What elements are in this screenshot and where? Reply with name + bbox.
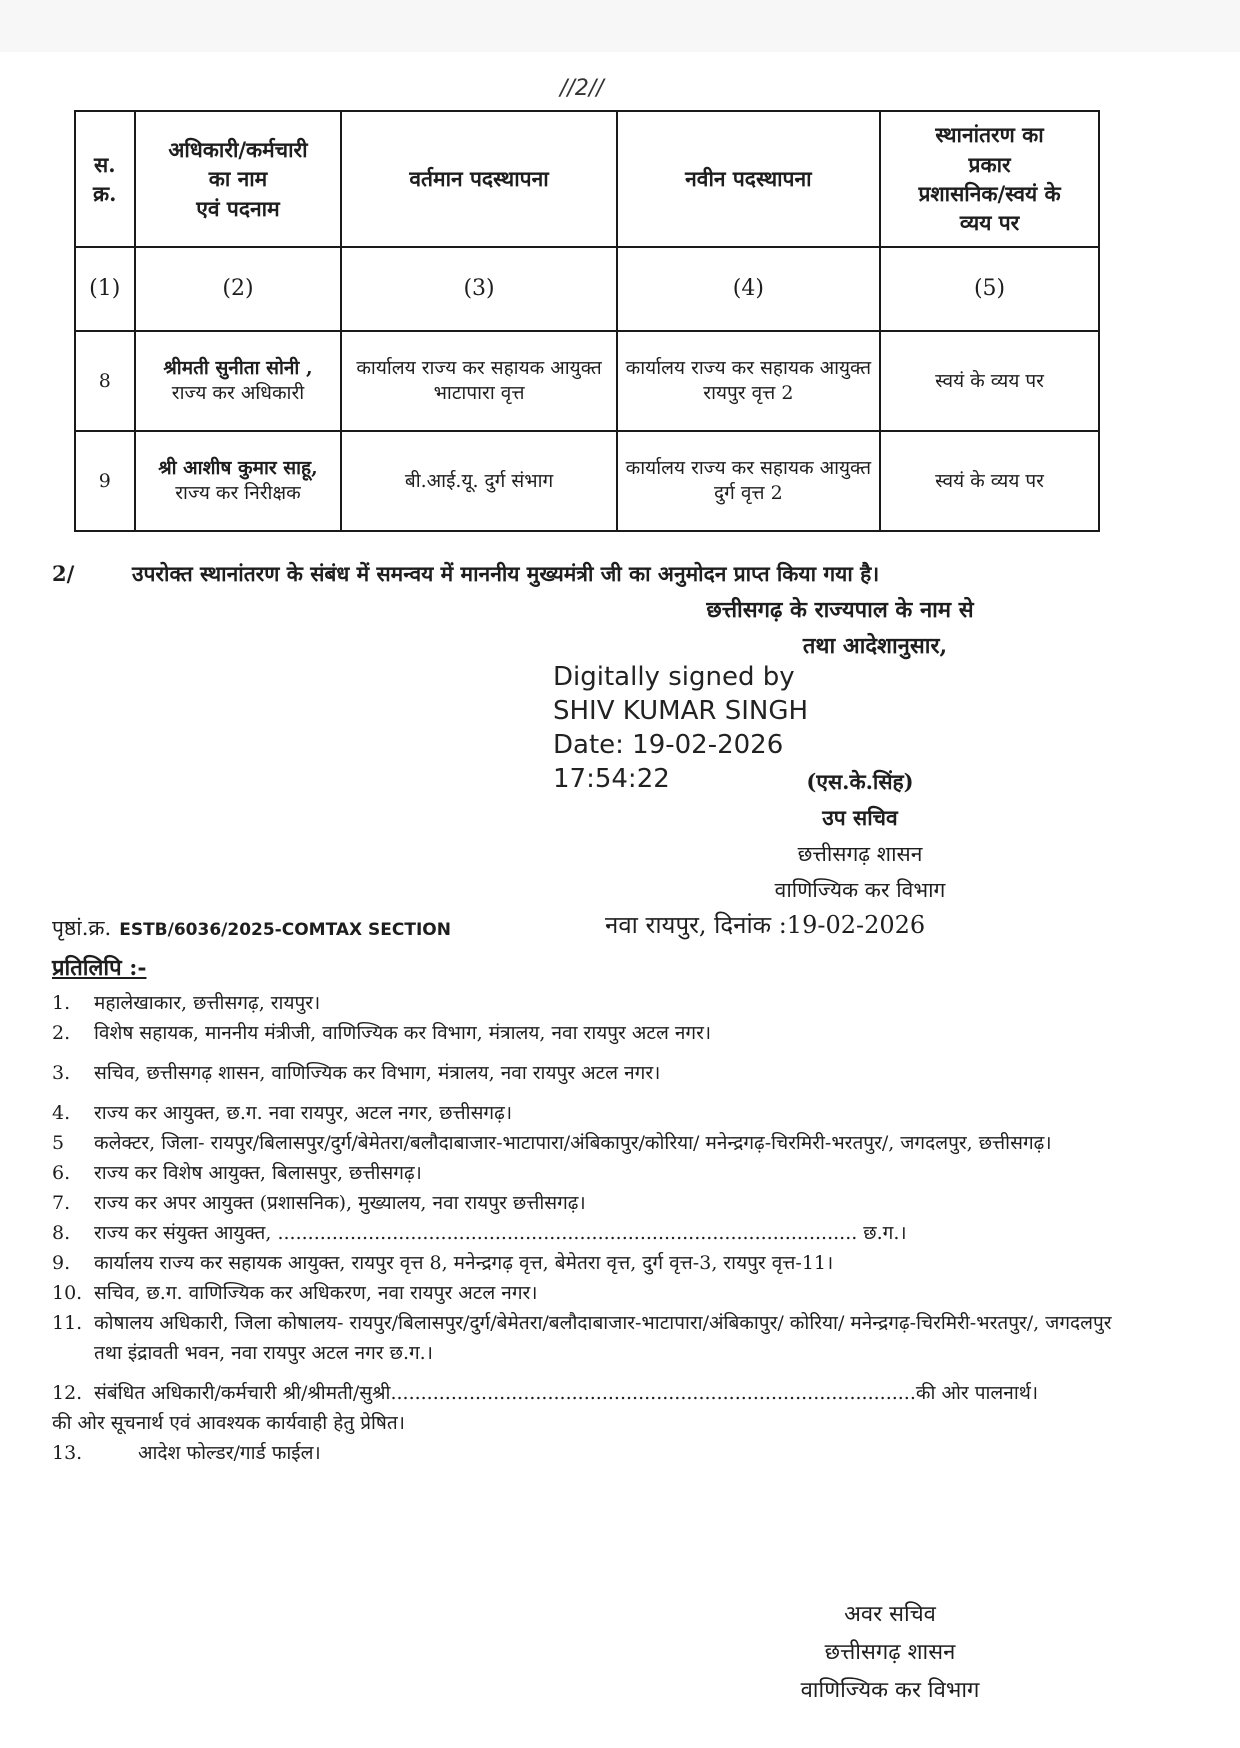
list-item: 2. विशेष सहायक, माननीय मंत्रीजी, वाणिज्यिक कर विभाग, मंत्रालय, नवा रायपुर अटल नगर।	[52, 1022, 712, 1044]
transfer-table	[74, 110, 1100, 532]
row-transfer-type: स्वयं के व्यय पर	[880, 331, 1099, 431]
under-secretary-department: वाणिज्यिक कर विभाग	[800, 1678, 980, 1703]
list-item: 11. कोषालय अधिकारी, जिला कोषालय- रायपुर/बिलासपुर/दुर्ग/बेमेतरा/बलौदाबाजार-भाटापारा/अंबिकापुर/ कोरिया/ मनेन्द्रगढ़-चिरमिरी-भरतपुर/, जगदलपुर तथा इंद्रावती भवन, नवा रायपुर अटल नगर छ.ग.।	[52, 1312, 1112, 1364]
dsig-label: Digitally signed by	[553, 662, 795, 692]
signatory-government: छत्तीसगढ़ शासन	[797, 842, 923, 866]
row-current-posting: बी.आई.यू. दुर्ग संभाग	[341, 431, 616, 531]
endorsement-code: ESTB/6036/2025-COMTAX SECTION	[119, 920, 451, 940]
governor-order-line2: तथा आदेशानुसार,	[802, 633, 948, 659]
governor-order-line1: छत्तीसगढ़ के राज्यपाल के नाम से	[706, 597, 974, 623]
list-item: 6. राज्य कर विशेष आयुक्त, बिलासपुर, छत्तीसगढ़।	[52, 1162, 422, 1184]
employee-designation: राज्य कर निरीक्षक	[175, 482, 301, 504]
table-header-row	[75, 111, 1099, 247]
dsig-time: 17:54:22	[553, 764, 670, 794]
list-item: 5 कलेक्टर, जिला- रायपुर/बिलासपुर/दुर्ग/बेमेतरा/बलौदाबाजार-भाटापारा/अंबिकापुर/कोरिया/ मनेन्द्रगढ़-चिरमिरी-भरतपुर/, जगदलपुर, छत्तीसगढ़।	[52, 1132, 1052, 1154]
dsig-signer: SHIV KUMAR SINGH	[553, 696, 809, 726]
employee-designation: राज्य कर अधिकारी	[171, 382, 305, 404]
copy-to-heading: प्रतिलिपि :-	[52, 955, 147, 981]
copy-to-list	[52, 988, 1122, 1468]
page-number: //2//	[560, 76, 604, 101]
row-serial: 9	[75, 431, 135, 531]
list-item: 7. राज्य कर अपर आयुक्त (प्रशासनिक), मुख्यालय, नवा रायपुर छत्तीसगढ़।	[52, 1192, 586, 1214]
row-employee	[135, 431, 342, 531]
employee-name: श्रीमती सुनीता सोनी ,	[163, 357, 313, 380]
column-number-row	[75, 247, 1099, 331]
header-new-posting: नवीन पदस्थापना	[617, 111, 880, 247]
under-secretary-block	[760, 1596, 1020, 1710]
row-serial: 8	[75, 331, 135, 431]
signatory-designation: उप सचिव	[822, 805, 898, 830]
list-item: 13. आदेश फोल्डर/गार्ड फाईल।	[52, 1442, 321, 1464]
header-serial: स. क्र.	[75, 111, 135, 247]
list-item: 12. संबंधित अधिकारी/कर्मचारी श्री/श्रीमती/सुश्री.......................................................................................की ओर पालनार्थ।	[52, 1382, 1039, 1404]
dsig-date: Date: 19-02-2026	[553, 730, 784, 760]
employee-name: श्री आशीष कुमार साहू,	[158, 457, 318, 480]
governor-order	[660, 594, 1020, 666]
col-num-1: (1)	[75, 247, 135, 331]
paragraph-2	[52, 560, 879, 588]
row-transfer-type: स्वयं के व्यय पर	[880, 431, 1099, 531]
list-item: 3. सचिव, छत्तीसगढ़ शासन, वाणिज्यिक कर विभाग, मंत्रालय, नवा रायपुर अटल नगर।	[52, 1062, 661, 1084]
under-secretary-designation: अवर सचिव	[844, 1602, 936, 1627]
place-date: नवा रायपुर, दिनांक :19-02-2026	[605, 911, 926, 939]
paragraph-number: 2/	[52, 561, 75, 586]
row-new-posting: कार्यालय राज्य कर सहायक आयुक्त रायपुर वृत्त 2	[617, 331, 880, 431]
list-item: 1. महालेखाकार, छत्तीसगढ़, रायपुर।	[52, 992, 321, 1014]
col-num-3: (3)	[341, 247, 616, 331]
col-num-4: (4)	[617, 247, 880, 331]
viewer-top-bar	[0, 0, 1240, 52]
signatory-name: (एस.के.सिंह)	[806, 769, 914, 794]
paragraph-text: उपरोक्त स्थानांतरण के संबंध में समन्वय में माननीय मुख्यमंत्री जी का अनुमोदन प्राप्त किया गया है।	[132, 561, 880, 586]
header-name-designation: अधिकारी/कर्मचारी का नाम एवं पदनाम	[135, 111, 342, 247]
forwarding-note: की ओर सूचनार्थ एवं आवश्यक कार्यवाही हेतु प्रेषित।	[52, 1412, 405, 1434]
list-item: 9. कार्यालय राज्य कर सहायक आयुक्त, रायपुर वृत्त 8, मनेन्द्रगढ़ वृत्त, बेमेतरा वृत्त, दुर्ग वृत्त-3, रायपुर वृत्त-11।	[52, 1252, 834, 1274]
table-row	[75, 431, 1099, 531]
col-num-2: (2)	[135, 247, 342, 331]
list-item: 10. सचिव, छ.ग. वाणिज्यिक कर अधिकरण, नवा रायपुर अटल नगर।	[52, 1282, 538, 1304]
signatory-block	[720, 764, 1000, 908]
header-transfer-type: स्थानांतरण का प्रकार प्रशासनिक/स्वयं के व्यय पर	[880, 111, 1099, 247]
list-item: 4. राज्य कर आयुक्त, छ.ग. नवा रायपुर, अटल नगर, छत्तीसगढ़।	[52, 1102, 513, 1124]
table-row	[75, 331, 1099, 431]
under-secretary-government: छत्तीसगढ़ शासन	[824, 1640, 956, 1665]
header-current-posting: वर्तमान पदस्थापना	[341, 111, 616, 247]
row-employee	[135, 331, 342, 431]
list-item: 8. राज्य कर संयुक्त आयुक्त, ................................................................................................ छ.ग.।	[52, 1222, 907, 1244]
endorsement-reference	[52, 914, 451, 942]
row-current-posting: कार्यालय राज्य कर सहायक आयुक्त भाटापारा वृत्त	[341, 331, 616, 431]
signatory-department: वाणिज्यिक कर विभाग	[774, 878, 946, 902]
col-num-5: (5)	[880, 247, 1099, 331]
row-new-posting: कार्यालय राज्य कर सहायक आयुक्त दुर्ग वृत्त 2	[617, 431, 880, 531]
endorsement-label: पृष्ठां.क्र.	[52, 916, 112, 940]
